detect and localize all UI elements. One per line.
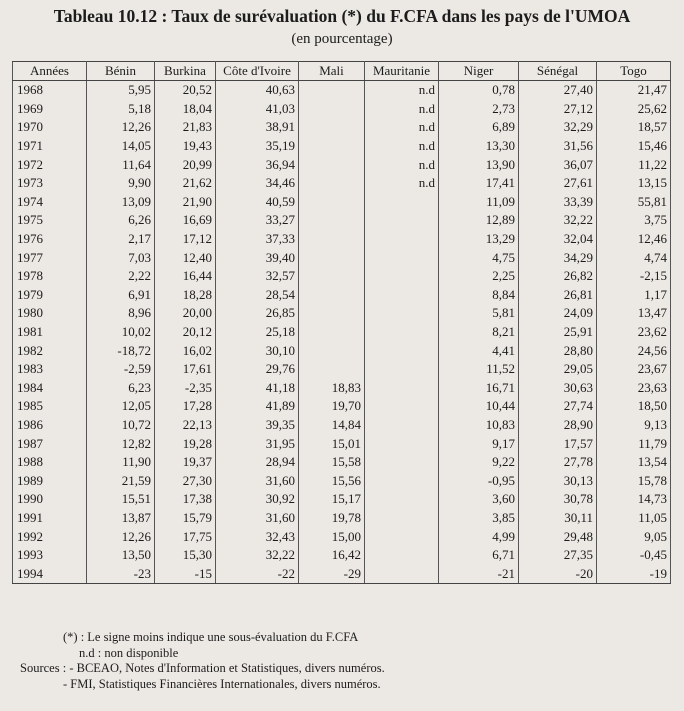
value-cell: 10,44	[439, 397, 519, 416]
value-cell: 30,63	[519, 379, 597, 398]
year-cell: 1979	[13, 286, 87, 305]
year-cell: 1968	[13, 81, 87, 100]
table-row	[13, 304, 671, 323]
value-cell: 26,85	[216, 304, 299, 323]
column-header: Sénégal	[519, 62, 597, 81]
value-cell: -20	[519, 564, 597, 583]
value-cell: 0,78	[439, 81, 519, 100]
value-cell: 29,05	[519, 360, 597, 379]
value-cell: 34,29	[519, 248, 597, 267]
value-cell: 31,60	[216, 471, 299, 490]
table-row	[13, 100, 671, 119]
value-cell: 6,23	[87, 379, 155, 398]
year-cell: 1978	[13, 267, 87, 286]
value-cell: 32,04	[519, 230, 597, 249]
value-cell: 29,76	[216, 360, 299, 379]
table-row	[13, 81, 671, 100]
year-cell: 1973	[13, 174, 87, 193]
value-cell: 2,73	[439, 100, 519, 119]
value-cell: 8,96	[87, 304, 155, 323]
value-cell: n.d	[365, 174, 439, 193]
value-cell: 9,13	[597, 416, 671, 435]
value-cell: 9,17	[439, 434, 519, 453]
value-cell: 35,19	[216, 137, 299, 156]
value-cell	[365, 416, 439, 435]
value-cell: 30,78	[519, 490, 597, 509]
value-cell	[365, 564, 439, 583]
year-cell: 1980	[13, 304, 87, 323]
value-cell	[365, 546, 439, 565]
value-cell	[299, 155, 365, 174]
value-cell: 15,46	[597, 137, 671, 156]
year-cell: 1974	[13, 193, 87, 212]
value-cell: 23,63	[597, 379, 671, 398]
table-subtitle: (en pourcentage)	[291, 31, 393, 47]
value-cell: 12,26	[87, 527, 155, 546]
value-cell: 18,04	[155, 100, 216, 119]
column-header: Côte d'Ivoire	[216, 62, 299, 81]
value-cell	[365, 379, 439, 398]
value-cell: 15,01	[299, 434, 365, 453]
value-cell: 16,69	[155, 211, 216, 230]
value-cell	[365, 211, 439, 230]
table-row	[13, 137, 671, 156]
value-cell	[365, 471, 439, 490]
value-cell: 12,82	[87, 434, 155, 453]
value-cell: -18,72	[87, 341, 155, 360]
value-cell	[365, 490, 439, 509]
value-cell: 13,50	[87, 546, 155, 565]
value-cell: n.d	[365, 118, 439, 137]
value-cell: 12,40	[155, 248, 216, 267]
value-cell: 19,70	[299, 397, 365, 416]
value-cell	[299, 211, 365, 230]
source-bceao: - BCEAO, Notes d'Information et Statistiques, divers numéros.	[69, 661, 385, 675]
year-cell: 1972	[13, 155, 87, 174]
value-cell: 13,30	[439, 137, 519, 156]
table-row	[13, 248, 671, 267]
column-header: Burkina	[155, 62, 216, 81]
table-row	[13, 379, 671, 398]
value-cell: 15,00	[299, 527, 365, 546]
footnotes	[20, 630, 385, 692]
value-cell: 17,28	[155, 397, 216, 416]
value-cell: 21,83	[155, 118, 216, 137]
value-cell: -23	[87, 564, 155, 583]
value-cell: -19	[597, 564, 671, 583]
value-cell: 24,09	[519, 304, 597, 323]
value-cell: 11,05	[597, 509, 671, 528]
value-cell: 33,27	[216, 211, 299, 230]
value-cell: 13,29	[439, 230, 519, 249]
table-row	[13, 174, 671, 193]
value-cell	[365, 304, 439, 323]
year-cell: 1982	[13, 341, 87, 360]
table-row	[13, 471, 671, 490]
value-cell: 16,44	[155, 267, 216, 286]
value-cell: 28,90	[519, 416, 597, 435]
value-cell: 7,03	[87, 248, 155, 267]
column-header: Niger	[439, 62, 519, 81]
value-cell: 23,67	[597, 360, 671, 379]
value-cell: 55,81	[597, 193, 671, 212]
value-cell: 19,78	[299, 509, 365, 528]
value-cell: 29,48	[519, 527, 597, 546]
value-cell: 2,17	[87, 230, 155, 249]
value-cell: 8,84	[439, 286, 519, 305]
year-cell: 1969	[13, 100, 87, 119]
value-cell: 25,91	[519, 323, 597, 342]
data-table	[12, 61, 671, 584]
value-cell	[299, 137, 365, 156]
value-cell	[299, 81, 365, 100]
value-cell: 11,09	[439, 193, 519, 212]
value-cell: 11,90	[87, 453, 155, 472]
value-cell: 6,89	[439, 118, 519, 137]
value-cell	[299, 248, 365, 267]
value-cell: 18,57	[597, 118, 671, 137]
value-cell: 11,79	[597, 434, 671, 453]
value-cell	[365, 248, 439, 267]
value-cell: 17,12	[155, 230, 216, 249]
table-row	[13, 267, 671, 286]
year-cell: 1981	[13, 323, 87, 342]
value-cell: 21,90	[155, 193, 216, 212]
value-cell: 16,42	[299, 546, 365, 565]
value-cell	[365, 453, 439, 472]
value-cell: 15,78	[597, 471, 671, 490]
value-cell: 4,75	[439, 248, 519, 267]
source-fmi: - FMI, Statistiques Financières Internationales, divers numéros.	[63, 676, 381, 691]
value-cell: 23,62	[597, 323, 671, 342]
value-cell: 2,22	[87, 267, 155, 286]
value-cell: 32,29	[519, 118, 597, 137]
value-cell	[365, 267, 439, 286]
year-cell: 1975	[13, 211, 87, 230]
value-cell: 21,47	[597, 81, 671, 100]
value-cell: 6,71	[439, 546, 519, 565]
column-header: Togo	[597, 62, 671, 81]
value-cell: 26,81	[519, 286, 597, 305]
value-cell: 13,47	[597, 304, 671, 323]
value-cell: 34,46	[216, 174, 299, 193]
table-body	[13, 81, 671, 584]
value-cell: 15,17	[299, 490, 365, 509]
value-cell: -0,45	[597, 546, 671, 565]
value-cell: 27,30	[155, 471, 216, 490]
table-row	[13, 527, 671, 546]
value-cell	[299, 304, 365, 323]
value-cell	[365, 286, 439, 305]
table-row	[13, 193, 671, 212]
value-cell: 20,99	[155, 155, 216, 174]
value-cell: 39,35	[216, 416, 299, 435]
value-cell: 11,52	[439, 360, 519, 379]
value-cell: 4,99	[439, 527, 519, 546]
value-cell: 41,18	[216, 379, 299, 398]
value-cell: 19,28	[155, 434, 216, 453]
value-cell: 5,18	[87, 100, 155, 119]
value-cell: 19,37	[155, 453, 216, 472]
value-cell: 30,92	[216, 490, 299, 509]
value-cell: n.d	[365, 81, 439, 100]
table-title: Tableau 10.12 : Taux de surévaluation (*) du F.CFA dans les pays de l'UMOA	[53, 6, 631, 26]
value-cell: -15	[155, 564, 216, 583]
value-cell: 30,10	[216, 341, 299, 360]
value-cell: 10,83	[439, 416, 519, 435]
value-cell	[299, 230, 365, 249]
table-row	[13, 155, 671, 174]
value-cell: 41,89	[216, 397, 299, 416]
value-cell: 17,57	[519, 434, 597, 453]
table-row	[13, 286, 671, 305]
value-cell	[365, 230, 439, 249]
table-header-row	[13, 62, 671, 81]
value-cell	[365, 193, 439, 212]
value-cell: 13,87	[87, 509, 155, 528]
value-cell: 21,59	[87, 471, 155, 490]
value-cell: 3,85	[439, 509, 519, 528]
table-row	[13, 434, 671, 453]
year-cell: 1991	[13, 509, 87, 528]
table-row	[13, 211, 671, 230]
column-header: Bénin	[87, 62, 155, 81]
value-cell: -2,35	[155, 379, 216, 398]
value-cell: 39,40	[216, 248, 299, 267]
value-cell: 38,91	[216, 118, 299, 137]
value-cell: 10,72	[87, 416, 155, 435]
year-cell: 1993	[13, 546, 87, 565]
value-cell: 6,91	[87, 286, 155, 305]
value-cell	[299, 100, 365, 119]
table-row	[13, 323, 671, 342]
table-row	[13, 416, 671, 435]
value-cell: 16,02	[155, 341, 216, 360]
value-cell: 37,33	[216, 230, 299, 249]
table-row	[13, 360, 671, 379]
value-cell: 13,15	[597, 174, 671, 193]
value-cell	[299, 323, 365, 342]
year-cell: 1992	[13, 527, 87, 546]
value-cell: 8,21	[439, 323, 519, 342]
value-cell: 14,73	[597, 490, 671, 509]
value-cell: 18,50	[597, 397, 671, 416]
sources-label: Sources :	[20, 661, 67, 675]
value-cell: 17,41	[439, 174, 519, 193]
table-row	[13, 546, 671, 565]
value-cell: 22,13	[155, 416, 216, 435]
value-cell: 4,41	[439, 341, 519, 360]
value-cell: 21,62	[155, 174, 216, 193]
value-cell	[365, 323, 439, 342]
value-cell: 28,94	[216, 453, 299, 472]
value-cell: 32,22	[216, 546, 299, 565]
value-cell: 6,26	[87, 211, 155, 230]
value-cell: 27,12	[519, 100, 597, 119]
value-cell: 19,43	[155, 137, 216, 156]
year-cell: 1977	[13, 248, 87, 267]
value-cell: 36,07	[519, 155, 597, 174]
value-cell: 15,51	[87, 490, 155, 509]
value-cell	[299, 341, 365, 360]
value-cell	[299, 286, 365, 305]
value-cell: 5,95	[87, 81, 155, 100]
value-cell: 36,94	[216, 155, 299, 174]
value-cell: 3,60	[439, 490, 519, 509]
value-cell	[299, 267, 365, 286]
value-cell	[299, 193, 365, 212]
value-cell	[365, 341, 439, 360]
value-cell	[299, 118, 365, 137]
value-cell: 14,84	[299, 416, 365, 435]
value-cell: 15,56	[299, 471, 365, 490]
value-cell: 13,54	[597, 453, 671, 472]
value-cell: 18,83	[299, 379, 365, 398]
year-cell: 1970	[13, 118, 87, 137]
value-cell: 28,80	[519, 341, 597, 360]
value-cell: 31,56	[519, 137, 597, 156]
value-cell: 4,74	[597, 248, 671, 267]
value-cell: 16,71	[439, 379, 519, 398]
value-cell: 15,58	[299, 453, 365, 472]
table-row	[13, 453, 671, 472]
value-cell: 31,95	[216, 434, 299, 453]
value-cell: 27,35	[519, 546, 597, 565]
value-cell: -21	[439, 564, 519, 583]
value-cell	[299, 174, 365, 193]
value-cell: 12,89	[439, 211, 519, 230]
value-cell: 2,25	[439, 267, 519, 286]
value-cell: 13,09	[87, 193, 155, 212]
value-cell: 17,75	[155, 527, 216, 546]
value-cell: 31,60	[216, 509, 299, 528]
value-cell: 33,39	[519, 193, 597, 212]
value-cell: n.d	[365, 155, 439, 174]
value-cell: 9,22	[439, 453, 519, 472]
value-cell: 9,90	[87, 174, 155, 193]
value-cell	[365, 434, 439, 453]
value-cell: 25,62	[597, 100, 671, 119]
value-cell: -29	[299, 564, 365, 583]
value-cell: 5,81	[439, 304, 519, 323]
value-cell: 15,30	[155, 546, 216, 565]
value-cell	[365, 527, 439, 546]
table-row	[13, 564, 671, 583]
value-cell: 1,17	[597, 286, 671, 305]
table-row	[13, 490, 671, 509]
value-cell: 20,00	[155, 304, 216, 323]
footnote-nd: n.d : non disponible	[79, 645, 179, 660]
value-cell: 20,52	[155, 81, 216, 100]
year-cell: 1984	[13, 379, 87, 398]
value-cell: n.d	[365, 137, 439, 156]
year-cell: 1985	[13, 397, 87, 416]
year-cell: 1971	[13, 137, 87, 156]
value-cell: 26,82	[519, 267, 597, 286]
value-cell: 12,26	[87, 118, 155, 137]
table-row	[13, 397, 671, 416]
value-cell	[365, 360, 439, 379]
value-cell: 10,02	[87, 323, 155, 342]
value-cell	[299, 360, 365, 379]
value-cell: 25,18	[216, 323, 299, 342]
value-cell: 27,78	[519, 453, 597, 472]
year-cell: 1989	[13, 471, 87, 490]
column-header: Années	[13, 62, 87, 81]
sources-line-1	[20, 661, 385, 677]
value-cell: 27,40	[519, 81, 597, 100]
value-cell: 14,05	[87, 137, 155, 156]
value-cell: 40,63	[216, 81, 299, 100]
value-cell: 11,64	[87, 155, 155, 174]
value-cell: -2,15	[597, 267, 671, 286]
value-cell: 28,54	[216, 286, 299, 305]
value-cell: 41,03	[216, 100, 299, 119]
value-cell: 18,28	[155, 286, 216, 305]
value-cell: 30,13	[519, 471, 597, 490]
value-cell: 12,46	[597, 230, 671, 249]
value-cell: 9,05	[597, 527, 671, 546]
value-cell: -22	[216, 564, 299, 583]
year-cell: 1986	[13, 416, 87, 435]
value-cell: -2,59	[87, 360, 155, 379]
value-cell: 20,12	[155, 323, 216, 342]
year-cell: 1976	[13, 230, 87, 249]
year-cell: 1990	[13, 490, 87, 509]
value-cell: 32,22	[519, 211, 597, 230]
value-cell: n.d	[365, 100, 439, 119]
table-row	[13, 509, 671, 528]
value-cell: 3,75	[597, 211, 671, 230]
footnote-sign: (*) : Le signe moins indique une sous-évaluation du F.CFA	[63, 630, 359, 644]
value-cell: 17,61	[155, 360, 216, 379]
table-row	[13, 230, 671, 249]
table-row	[13, 118, 671, 137]
value-cell: 15,79	[155, 509, 216, 528]
value-cell: 27,61	[519, 174, 597, 193]
value-cell: 17,38	[155, 490, 216, 509]
value-cell: 11,22	[597, 155, 671, 174]
table-row	[13, 341, 671, 360]
value-cell	[365, 397, 439, 416]
value-cell	[365, 509, 439, 528]
column-header: Mauritanie	[365, 62, 439, 81]
column-header: Mali	[299, 62, 365, 81]
year-cell: 1988	[13, 453, 87, 472]
year-cell: 1983	[13, 360, 87, 379]
value-cell: 32,43	[216, 527, 299, 546]
value-cell: 24,56	[597, 341, 671, 360]
value-cell: 40,59	[216, 193, 299, 212]
value-cell: 27,74	[519, 397, 597, 416]
value-cell: -0,95	[439, 471, 519, 490]
value-cell: 12,05	[87, 397, 155, 416]
year-cell: 1987	[13, 434, 87, 453]
year-cell: 1994	[13, 564, 87, 583]
value-cell: 30,11	[519, 509, 597, 528]
value-cell: 13,90	[439, 155, 519, 174]
value-cell: 32,57	[216, 267, 299, 286]
